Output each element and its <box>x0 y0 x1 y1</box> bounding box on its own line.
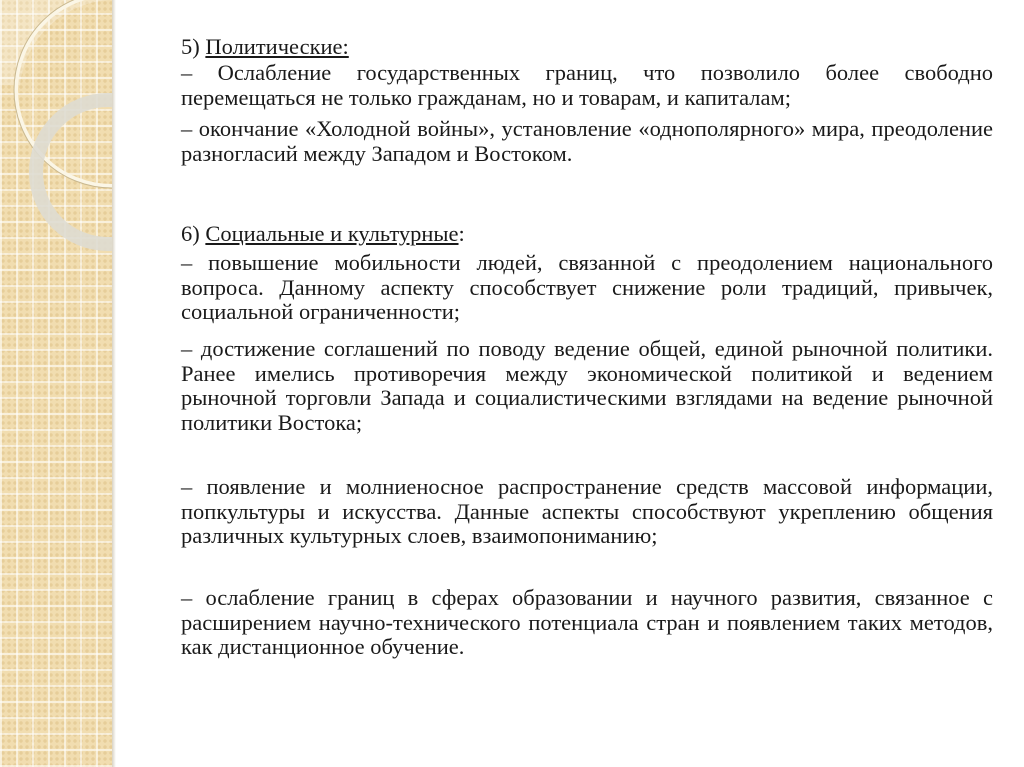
section-number: 5) <box>181 34 206 59</box>
paragraph: – окончание «Холодной войны», установление «однополярного» мира, преодоление разногласий между Западом и Востоком. <box>181 116 993 166</box>
section-title: Политические: <box>205 34 349 59</box>
paragraph: – достижение соглашений по поводу ведение общей, единой рыночной политики. Ранее имелись противоречия между экономической политикой и ведением рыночной торговли Запада и социалистическими взглядами на ведение рыночной политики Востока; <box>181 336 993 435</box>
decorative-circles <box>0 0 116 767</box>
section-number: 6) <box>181 221 206 246</box>
paragraph: – повышение мобильности людей, связанной с преодолением национального вопроса. Данному аспекту способствует снижение роли традиций, привычек, социальной ограниченности; <box>181 250 993 324</box>
section-5-heading <box>181 35 993 60</box>
paragraph: – ослабление границ в сферах образовании и научного развития, связанное с расширением научно-технического потенциала стран и появлением таких методов, как дистанционное обучение. <box>181 585 993 659</box>
section-title: Социальные и культурные <box>205 221 459 246</box>
colon: : <box>458 221 465 246</box>
paragraph: – Ослабление государственных границ, что позволило более свободно перемещаться не только гражданам, но и товарам, и капиталам; <box>181 60 993 110</box>
paragraph: – появление и молниеносное распространение средств массовой информации, попкультуры и искусства. Данные аспекты способствуют укреплению общения различных культурных слоев, взаимопониманию; <box>181 474 993 548</box>
section-6-heading <box>181 222 993 247</box>
